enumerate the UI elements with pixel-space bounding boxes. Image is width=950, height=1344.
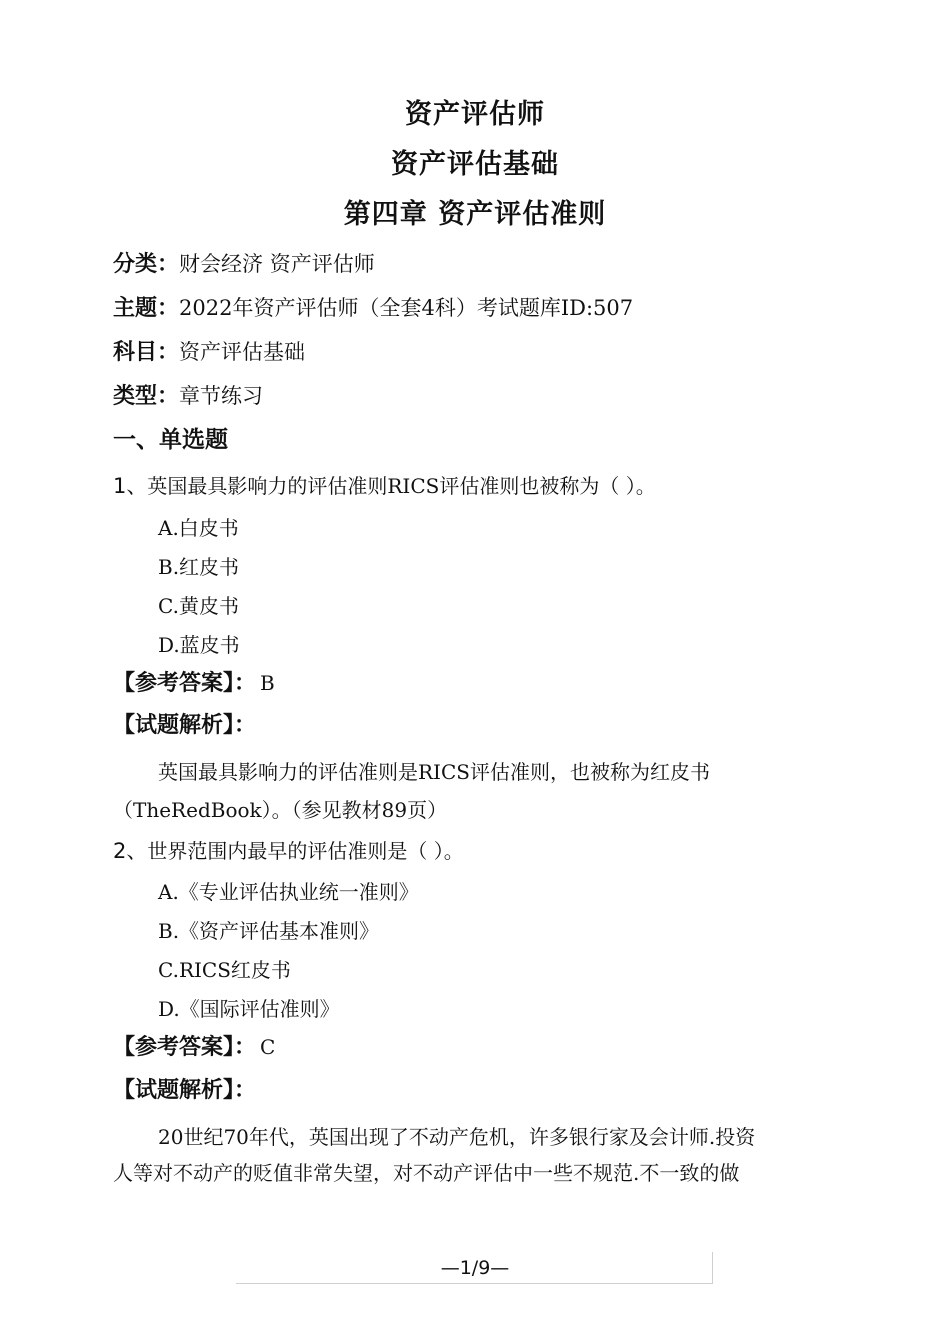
- page-number: —1/9—: [440, 1257, 510, 1279]
- section-heading: 一、单选题: [113, 427, 228, 453]
- meta-subject-key: 科目：: [113, 340, 180, 365]
- meta-topic-key: 主题：: [113, 296, 180, 321]
- analysis-line: （TheRedBook）。（参见教材89页）: [113, 798, 448, 822]
- subject-title: 资产评估基础: [391, 149, 559, 180]
- answer-value: B: [260, 671, 275, 695]
- analysis-label: 【试题解析】：: [113, 713, 257, 738]
- answer-label: 【参考答案】：: [113, 671, 257, 696]
- meta-topic: [113, 291, 633, 322]
- option-b: B.红皮书: [158, 555, 240, 579]
- option-a: A.白皮书: [158, 516, 239, 540]
- meta-topic-value: 2022年资产评估师（全套4科）考试题库ID:507: [179, 296, 634, 320]
- footer-divider: [236, 1283, 712, 1284]
- meta-category-value: 财会经济 资产评估师: [179, 252, 375, 276]
- analysis-line: 20世纪70年代，英国出现了不动产危机，许多银行家及会计师.投资: [158, 1125, 756, 1149]
- question-text: 英国最具影响力的评估准则RICS评估准则也被称为（ ）。: [147, 474, 656, 498]
- option-a: A.《专业评估执业统一准则》: [158, 880, 419, 904]
- answer-value: C: [260, 1035, 276, 1059]
- analysis-line: 英国最具影响力的评估准则是RICS评估准则，也被称为红皮书: [158, 760, 710, 784]
- question-text: 世界范围内最早的评估准则是（ ）。: [147, 839, 464, 863]
- analysis-label: 【试题解析】：: [113, 1078, 257, 1103]
- meta-category: [113, 247, 375, 278]
- answer-row: [113, 1030, 275, 1061]
- meta-type-key: 类型：: [113, 384, 180, 409]
- option-c: C.RICS红皮书: [158, 958, 291, 982]
- question-number: 1、: [113, 474, 148, 498]
- question-number: 2、: [113, 839, 148, 863]
- meta-category-key: 分类：: [113, 252, 180, 277]
- footer-divider-tick: [712, 1252, 713, 1284]
- document-title: 资产评估师: [405, 99, 545, 130]
- chapter-title: 第四章 资产评估准则: [343, 199, 607, 230]
- analysis-line: 人等对不动产的贬值非常失望，对不动产评估中一些不规范.不一致的做: [113, 1161, 740, 1185]
- question-2: [113, 835, 464, 865]
- meta-type: [113, 379, 263, 410]
- meta-subject: [113, 335, 305, 366]
- option-d: D.蓝皮书: [158, 633, 240, 657]
- question-1: [113, 470, 656, 500]
- meta-subject-value: 资产评估基础: [179, 340, 306, 364]
- meta-type-value: 章节练习: [179, 384, 264, 408]
- answer-row: [113, 666, 275, 697]
- option-d: D.《国际评估准则》: [158, 997, 340, 1021]
- option-c: C.黄皮书: [158, 594, 239, 618]
- answer-label: 【参考答案】：: [113, 1035, 257, 1060]
- option-b: B.《资产评估基本准则》: [158, 919, 380, 943]
